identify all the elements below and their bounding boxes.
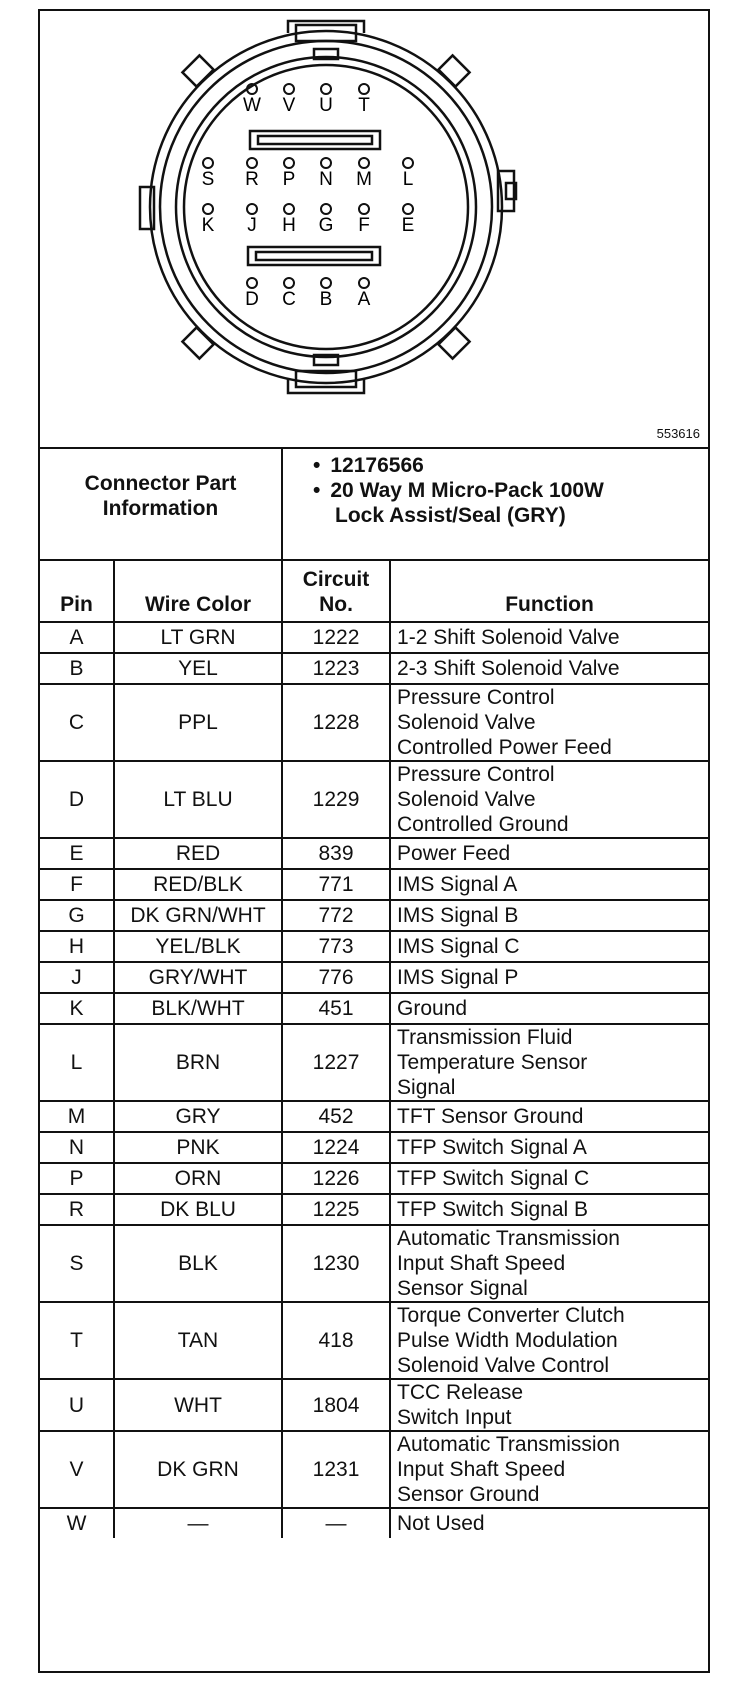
table-row: [40, 838, 708, 869]
header-circuit: Circuit No.: [282, 560, 390, 622]
pin-label-l: L: [402, 169, 414, 190]
function-line: TCC Release: [397, 1381, 524, 1404]
function-line: Solenoid Valve: [397, 788, 536, 811]
pin-cell: T: [40, 1302, 114, 1379]
wire-color-cell: RED/BLK: [114, 869, 282, 900]
table-row: [40, 622, 708, 653]
table-row: [40, 1163, 708, 1194]
pin-hole-a: [359, 278, 369, 288]
circuit-cell: 1230: [282, 1225, 390, 1302]
function-line: Torque Converter Clutch: [397, 1304, 625, 1327]
pin-cell: L: [40, 1024, 114, 1101]
function-cell: [390, 962, 708, 993]
pin-cell: D: [40, 761, 114, 838]
pin-hole-m: [359, 158, 369, 168]
function-cell: [390, 993, 708, 1024]
pin-cell: R: [40, 1194, 114, 1225]
pin-label-f: F: [358, 215, 370, 236]
circuit-cell: 839: [282, 838, 390, 869]
function-line: IMS Signal A: [397, 873, 518, 896]
function-line: 1-2 Shift Solenoid Valve: [397, 626, 620, 649]
wire-color-cell: YEL: [114, 653, 282, 684]
table-row: [40, 869, 708, 900]
wire-color-cell: BLK/WHT: [114, 993, 282, 1024]
pin-hole-j: [247, 204, 257, 214]
function-cell: [390, 1132, 708, 1163]
connector-info-label: Connector Part Information: [40, 447, 282, 560]
pin-label-v: V: [282, 95, 296, 116]
function-line: TFP Switch Signal C: [397, 1167, 590, 1190]
function-cell: [390, 1101, 708, 1132]
pin-hole-k: [203, 204, 213, 214]
pin-label-r: R: [245, 169, 259, 190]
function-line: TFP Switch Signal B: [397, 1198, 589, 1221]
function-line: Controlled Ground: [397, 813, 569, 836]
pin-cell: K: [40, 993, 114, 1024]
wire-color-cell: GRY: [114, 1101, 282, 1132]
connector-part-number: 12176566: [330, 454, 424, 477]
pin-hole-f: [359, 204, 369, 214]
pin-label-c: C: [282, 289, 296, 310]
function-cell: [390, 1194, 708, 1225]
table-row: [40, 653, 708, 684]
pin-label-e: E: [401, 215, 415, 236]
pin-hole-b: [321, 278, 331, 288]
function-cell: [390, 1024, 708, 1101]
pin-cell: B: [40, 653, 114, 684]
wire-color-cell: LT GRN: [114, 622, 282, 653]
pin-cell: E: [40, 838, 114, 869]
wire-color-cell: BLK: [114, 1225, 282, 1302]
circuit-cell: 771: [282, 869, 390, 900]
function-cell: [390, 931, 708, 962]
wire-color-cell: GRY/WHT: [114, 962, 282, 993]
table-header-row: [40, 560, 708, 622]
table-row: [40, 1508, 708, 1538]
circuit-cell: 1223: [282, 653, 390, 684]
pin-label-u: U: [319, 95, 333, 116]
table-row: [40, 931, 708, 962]
function-cell: [390, 1302, 708, 1379]
pin-label-n: N: [319, 169, 333, 190]
function-line: Sensor Ground: [397, 1483, 540, 1506]
circuit-cell: 1229: [282, 761, 390, 838]
function-line: Signal: [397, 1076, 456, 1099]
pin-label-s: S: [201, 169, 215, 190]
table-row: [40, 1132, 708, 1163]
connector-sheet: [38, 9, 710, 1673]
function-line: 2-3 Shift Solenoid Valve: [397, 657, 620, 680]
circuit-cell: 1226: [282, 1163, 390, 1194]
function-line: IMS Signal C: [397, 935, 520, 958]
pin-hole-v: [284, 84, 294, 94]
connector-info-row: [40, 447, 708, 560]
table-row: [40, 684, 708, 761]
pin-hole-l: [403, 158, 413, 168]
function-cell: [390, 869, 708, 900]
function-line: Controlled Power Feed: [397, 736, 612, 759]
pin-hole-d: [247, 278, 257, 288]
function-line: IMS Signal B: [397, 904, 519, 927]
pin-label-j: J: [247, 215, 257, 236]
circuit-cell: 1228: [282, 684, 390, 761]
function-cell: [390, 622, 708, 653]
function-line: Solenoid Valve: [397, 711, 536, 734]
function-cell: [390, 1379, 708, 1431]
circuit-cell: —: [282, 1508, 390, 1538]
function-line: Switch Input: [397, 1406, 512, 1429]
pin-label-b: B: [319, 289, 333, 310]
wire-color-cell: PNK: [114, 1132, 282, 1163]
function-cell: [390, 1225, 708, 1302]
circuit-cell: 776: [282, 962, 390, 993]
table-row: [40, 962, 708, 993]
wire-color-cell: YEL/BLK: [114, 931, 282, 962]
function-cell: [390, 1163, 708, 1194]
function-cell: [390, 838, 708, 869]
wire-color-cell: TAN: [114, 1302, 282, 1379]
pin-hole-g: [321, 204, 331, 214]
pin-hole-n: [321, 158, 331, 168]
function-line: Input Shaft Speed: [397, 1252, 566, 1275]
connector-face-illustration: [40, 11, 708, 447]
function-cell: [390, 900, 708, 931]
pin-hole-r: [247, 158, 257, 168]
pin-cell: H: [40, 931, 114, 962]
pin-cell: V: [40, 1431, 114, 1508]
connector-description-line1: 20 Way M Micro-Pack 100W: [330, 479, 604, 502]
table-row: [40, 1431, 708, 1508]
connector-info-values: • 12176566 • 20 Way M Micro-Pack 100W Lock Assist/Seal (GRY): [282, 447, 708, 560]
wire-color-cell: PPL: [114, 684, 282, 761]
function-cell: [390, 761, 708, 838]
function-line: TFP Switch Signal A: [397, 1136, 587, 1159]
table-row: [40, 993, 708, 1024]
table-row: [40, 1194, 708, 1225]
connector-diagram: [40, 11, 708, 449]
circuit-cell: 1225: [282, 1194, 390, 1225]
function-line: Pulse Width Modulation: [397, 1329, 618, 1352]
pin-cell: J: [40, 962, 114, 993]
table-row: [40, 1101, 708, 1132]
pin-hole-p: [284, 158, 294, 168]
pinout-table: [40, 447, 708, 1538]
header-wire-color: Wire Color: [114, 560, 282, 622]
circuit-cell: 1231: [282, 1431, 390, 1508]
pin-label-k: K: [201, 215, 215, 236]
function-line: Solenoid Valve Control: [397, 1354, 610, 1377]
circuit-cell: 1224: [282, 1132, 390, 1163]
pin-label-p: P: [282, 169, 296, 190]
pin-hole-t: [359, 84, 369, 94]
function-line: Temperature Sensor: [397, 1051, 588, 1074]
pin-cell: C: [40, 684, 114, 761]
pin-label-h: H: [282, 215, 296, 236]
pin-cell: W: [40, 1508, 114, 1538]
pin-cell: P: [40, 1163, 114, 1194]
pin-cell: A: [40, 622, 114, 653]
circuit-cell: 418: [282, 1302, 390, 1379]
wire-color-cell: DK GRN: [114, 1431, 282, 1508]
wire-color-cell: ORN: [114, 1163, 282, 1194]
function-line: IMS Signal P: [397, 966, 519, 989]
wire-color-cell: RED: [114, 838, 282, 869]
pin-label-m: M: [356, 169, 372, 190]
function-line: Pressure Control: [397, 686, 555, 709]
table-row: [40, 1225, 708, 1302]
header-pin: Pin: [40, 560, 114, 622]
pin-cell: F: [40, 869, 114, 900]
pin-label-w: W: [243, 95, 261, 116]
circuit-cell: 773: [282, 931, 390, 962]
connector-description-line2: Lock Assist/Seal (GRY): [335, 504, 566, 527]
table-row: [40, 1302, 708, 1379]
table-row: [40, 761, 708, 838]
function-line: Pressure Control: [397, 763, 555, 786]
circuit-cell: 772: [282, 900, 390, 931]
function-line: Automatic Transmission: [397, 1433, 620, 1456]
function-line: Transmission Fluid: [397, 1026, 573, 1049]
function-line: Sensor Signal: [397, 1277, 528, 1300]
function-line: Automatic Transmission: [397, 1227, 620, 1250]
circuit-cell: 452: [282, 1101, 390, 1132]
pin-hole-s: [203, 158, 213, 168]
function-cell: [390, 1431, 708, 1508]
wire-color-cell: LT BLU: [114, 761, 282, 838]
circuit-cell: 1222: [282, 622, 390, 653]
function-cell: [390, 1508, 708, 1538]
wire-color-cell: DK BLU: [114, 1194, 282, 1225]
pin-hole-c: [284, 278, 294, 288]
header-function: Function: [390, 560, 708, 622]
pin-cell: S: [40, 1225, 114, 1302]
wire-color-cell: DK GRN/WHT: [114, 900, 282, 931]
pin-cell: U: [40, 1379, 114, 1431]
pin-label-g: G: [318, 215, 334, 236]
function-line: TFT Sensor Ground: [397, 1105, 584, 1128]
table-row: [40, 1024, 708, 1101]
pin-label-a: A: [357, 289, 371, 310]
pin-hole-h: [284, 204, 294, 214]
table-row: [40, 900, 708, 931]
table-row: [40, 1379, 708, 1431]
pin-label-d: D: [245, 289, 259, 310]
wire-color-cell: —: [114, 1508, 282, 1538]
function-line: Ground: [397, 997, 468, 1020]
function-line: Input Shaft Speed: [397, 1458, 566, 1481]
wire-color-cell: WHT: [114, 1379, 282, 1431]
figure-number: 553616: [656, 426, 700, 441]
wire-color-cell: BRN: [114, 1024, 282, 1101]
pin-hole-u: [321, 84, 331, 94]
function-cell: [390, 653, 708, 684]
function-cell: [390, 684, 708, 761]
pin-cell: G: [40, 900, 114, 931]
circuit-cell: 1227: [282, 1024, 390, 1101]
pin-cell: M: [40, 1101, 114, 1132]
circuit-cell: 1804: [282, 1379, 390, 1431]
circuit-cell: 451: [282, 993, 390, 1024]
function-line: Not Used: [397, 1512, 485, 1535]
function-line: Power Feed: [397, 842, 511, 865]
pin-hole-e: [403, 204, 413, 214]
pin-cell: N: [40, 1132, 114, 1163]
pin-label-t: T: [358, 95, 370, 116]
